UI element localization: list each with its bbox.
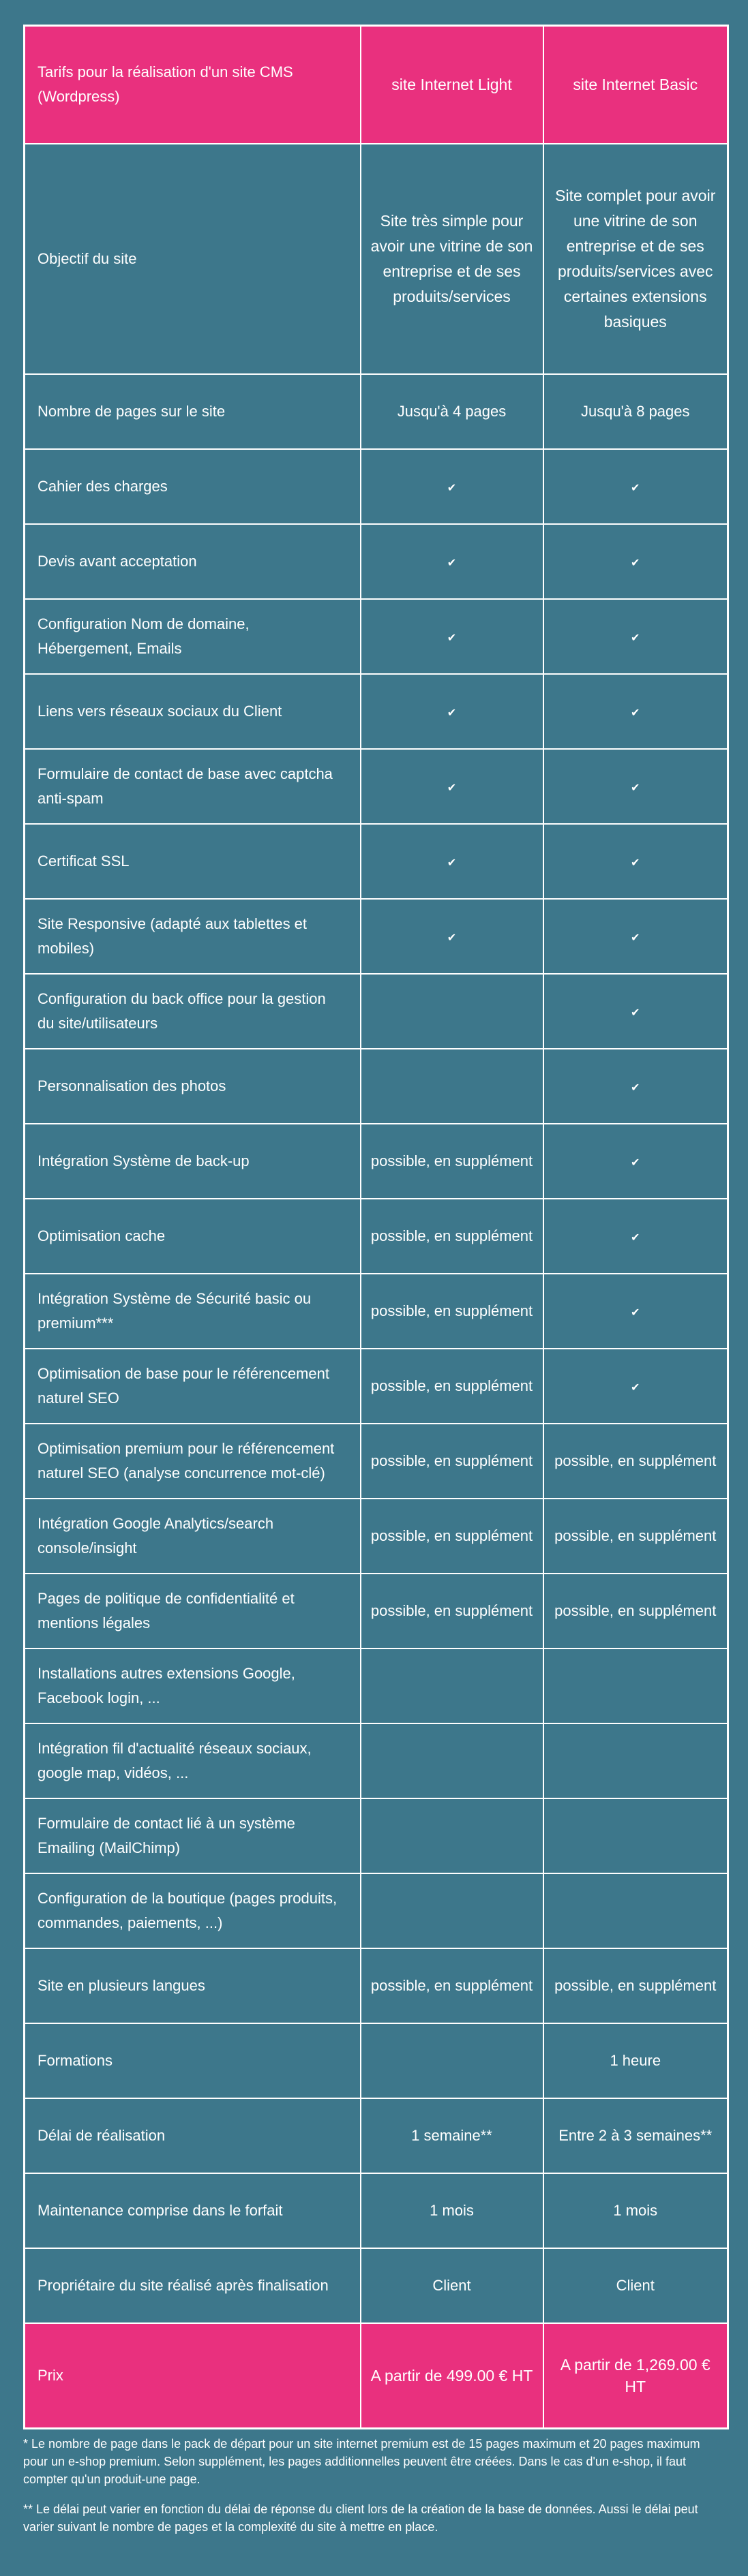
feature-cell: Délai de réalisation — [25, 2098, 361, 2173]
table-row — [25, 599, 728, 674]
basic-plan-cell — [543, 524, 728, 599]
light-plan-cell: possible, en supplément — [361, 1574, 543, 1649]
table-row — [25, 374, 728, 449]
table-row — [25, 144, 728, 374]
table-row — [25, 899, 728, 974]
feature-cell: Optimisation cache — [25, 1199, 361, 1274]
table-header-row — [25, 26, 728, 144]
basic-plan-cell: Jusqu'à 8 pages — [543, 374, 728, 449]
table-row — [25, 1873, 728, 1948]
table-row — [25, 1798, 728, 1873]
light-plan-cell — [361, 599, 543, 674]
table-row — [25, 1649, 728, 1723]
feature-cell: Configuration Nom de domaine, Hébergement, Emails — [25, 599, 361, 674]
basic-plan-cell — [543, 599, 728, 674]
feature-cell: Propriétaire du site réalisé après finalisation — [25, 2248, 361, 2323]
check-icon: ✔ — [447, 780, 457, 794]
check-icon: ✔ — [631, 780, 640, 794]
table-row — [25, 449, 728, 524]
table-row — [25, 1124, 728, 1199]
feature-cell: Optimisation de base pour le référencement naturel SEO — [25, 1349, 361, 1424]
light-plan-cell — [361, 1723, 543, 1798]
basic-plan-cell: possible, en supplément — [543, 1948, 728, 2023]
basic-plan-cell — [543, 1049, 728, 1124]
table-row — [25, 674, 728, 749]
table-row — [25, 2173, 728, 2248]
table-row — [25, 1574, 728, 1649]
price-basic-cell: A partir de 1,269.00 € HT — [543, 2323, 728, 2429]
price-label-cell: Prix — [25, 2323, 361, 2429]
basic-plan-cell — [543, 824, 728, 899]
price-row — [25, 2323, 728, 2429]
light-plan-cell — [361, 524, 543, 599]
table-row — [25, 524, 728, 599]
check-icon: ✔ — [631, 555, 640, 569]
check-icon: ✔ — [631, 1080, 640, 1094]
feature-cell: Configuration du back office pour la gestion du site/utilisateurs — [25, 974, 361, 1049]
pricing-frame — [23, 25, 727, 2548]
table-row — [25, 1349, 728, 1424]
check-icon: ✔ — [631, 705, 640, 719]
light-plan-cell: possible, en supplément — [361, 1349, 543, 1424]
basic-plan-cell — [543, 1873, 728, 1948]
light-plan-cell: possible, en supplément — [361, 1424, 543, 1499]
check-icon: ✔ — [631, 855, 640, 869]
table-row — [25, 1948, 728, 2023]
basic-plan-cell — [543, 1124, 728, 1199]
check-icon: ✔ — [447, 930, 457, 944]
feature-cell: Intégration Système de back-up — [25, 1124, 361, 1199]
light-plan-cell — [361, 1049, 543, 1124]
feature-cell: Formulaire de contact lié à un système Emailing (MailChimp) — [25, 1798, 361, 1873]
basic-plan-cell: 1 mois — [543, 2173, 728, 2248]
light-plan-cell — [361, 2023, 543, 2098]
light-plan-cell — [361, 974, 543, 1049]
light-plan-cell: 1 semaine** — [361, 2098, 543, 2173]
table-row — [25, 1199, 728, 1274]
table-row — [25, 1723, 728, 1798]
check-icon: ✔ — [631, 480, 640, 494]
table-row — [25, 1274, 728, 1349]
check-icon: ✔ — [631, 1380, 640, 1394]
light-plan-cell: possible, en supplément — [361, 1124, 543, 1199]
check-icon: ✔ — [447, 555, 457, 569]
header-light-cell: site Internet Light — [361, 26, 543, 144]
check-icon: ✔ — [447, 480, 457, 494]
check-icon: ✔ — [631, 930, 640, 944]
basic-plan-cell: Entre 2 à 3 semaines** — [543, 2098, 728, 2173]
basic-plan-cell: 1 heure — [543, 2023, 728, 2098]
basic-plan-cell: Site complet pour avoir une vitrine de son entreprise et de ses produits/services avec certaines extensions basiques — [543, 144, 728, 374]
light-plan-cell: 1 mois — [361, 2173, 543, 2248]
footnotes — [23, 2435, 725, 2536]
basic-plan-cell: possible, en supplément — [543, 1574, 728, 1649]
feature-cell: Pages de politique de confidentialité et mentions légales — [25, 1574, 361, 1649]
basic-plan-cell — [543, 1349, 728, 1424]
table-row — [25, 749, 728, 824]
header-basic-cell: site Internet Basic — [543, 26, 728, 144]
feature-cell: Personnalisation des photos — [25, 1049, 361, 1124]
light-plan-cell: Client — [361, 2248, 543, 2323]
basic-plan-cell — [543, 974, 728, 1049]
light-plan-cell — [361, 1649, 543, 1723]
light-plan-cell: possible, en supplément — [361, 1199, 543, 1274]
feature-cell: Site en plusieurs langues — [25, 1948, 361, 2023]
table-row — [25, 2098, 728, 2173]
basic-plan-cell — [543, 1274, 728, 1349]
footnote-pages: * Le nombre de page dans le pack de départ pour un site internet premium est de 15 pages maximum et 20 pages maximum pour un e-shop premium. Selon supplément, les pages additionnelles peuvent être créées. Dans le cas d'un e-shop, il faut compter qu'un produit-une page. — [23, 2437, 700, 2486]
table-row — [25, 1424, 728, 1499]
check-icon: ✔ — [631, 1155, 640, 1169]
check-icon: ✔ — [447, 855, 457, 869]
basic-plan-cell: possible, en supplément — [543, 1424, 728, 1499]
basic-plan-cell — [543, 749, 728, 824]
basic-plan-cell — [543, 1798, 728, 1873]
header-feature-cell: Tarifs pour la réalisation d'un site CMS (Wordpress) — [25, 26, 361, 144]
basic-plan-cell — [543, 1649, 728, 1723]
basic-plan-cell — [543, 899, 728, 974]
feature-cell: Devis avant acceptation — [25, 524, 361, 599]
basic-plan-cell — [543, 449, 728, 524]
check-icon: ✔ — [447, 630, 457, 644]
basic-plan-cell — [543, 1723, 728, 1798]
basic-plan-cell — [543, 1199, 728, 1274]
light-plan-cell — [361, 1798, 543, 1873]
feature-cell: Installations autres extensions Google, Facebook login, ... — [25, 1649, 361, 1723]
feature-cell: Cahier des charges — [25, 449, 361, 524]
table-row — [25, 2248, 728, 2323]
feature-cell: Formulaire de contact de base avec captcha anti-spam — [25, 749, 361, 824]
feature-cell: Liens vers réseaux sociaux du Client — [25, 674, 361, 749]
feature-cell: Intégration fil d'actualité réseaux sociaux, google map, vidéos, ... — [25, 1723, 361, 1798]
table-row — [25, 974, 728, 1049]
feature-cell: Optimisation premium pour le référencement naturel SEO (analyse concurrence mot-clé) — [25, 1424, 361, 1499]
light-plan-cell — [361, 674, 543, 749]
feature-cell: Objectif du site — [25, 144, 361, 374]
feature-cell: Intégration Système de Sécurité basic ou premium*** — [25, 1274, 361, 1349]
footnote-delay: ** Le délai peut varier en fonction du délai de réponse du client lors de la création de la base de données. Aussi le délai peut varier suivant le nombre de pages et la complexité du site à mettre en place. — [23, 2502, 698, 2534]
light-plan-cell: possible, en supplément — [361, 1948, 543, 2023]
light-plan-cell — [361, 449, 543, 524]
check-icon: ✔ — [631, 1305, 640, 1319]
check-icon: ✔ — [631, 1230, 640, 1244]
light-plan-cell: Site très simple pour avoir une vitrine de son entreprise et de ses produits/services — [361, 144, 543, 374]
basic-plan-cell — [543, 674, 728, 749]
check-icon: ✔ — [631, 630, 640, 644]
feature-cell: Configuration de la boutique (pages produits, commandes, paiements, ...) — [25, 1873, 361, 1948]
basic-plan-cell: possible, en supplément — [543, 1499, 728, 1574]
price-light-cell: A partir de 499.00 € HT — [361, 2323, 543, 2429]
check-icon: ✔ — [631, 1005, 640, 1019]
basic-plan-cell: Client — [543, 2248, 728, 2323]
light-plan-cell: Jusqu'à 4 pages — [361, 374, 543, 449]
check-icon: ✔ — [447, 705, 457, 719]
feature-cell: Nombre de pages sur le site — [25, 374, 361, 449]
light-plan-cell — [361, 1873, 543, 1948]
table-body — [25, 144, 728, 2323]
light-plan-cell — [361, 824, 543, 899]
table-row — [25, 1049, 728, 1124]
light-plan-cell: possible, en supplément — [361, 1499, 543, 1574]
table-row — [25, 1499, 728, 1574]
light-plan-cell — [361, 899, 543, 974]
feature-cell: Site Responsive (adapté aux tablettes et mobiles) — [25, 899, 361, 974]
feature-cell: Intégration Google Analytics/search console/insight — [25, 1499, 361, 1574]
table-row — [25, 824, 728, 899]
pricing-table — [23, 25, 729, 2429]
feature-cell: Certificat SSL — [25, 824, 361, 899]
light-plan-cell: possible, en supplément — [361, 1274, 543, 1349]
light-plan-cell — [361, 749, 543, 824]
feature-cell: Maintenance comprise dans le forfait — [25, 2173, 361, 2248]
table-row — [25, 2023, 728, 2098]
feature-cell: Formations — [25, 2023, 361, 2098]
